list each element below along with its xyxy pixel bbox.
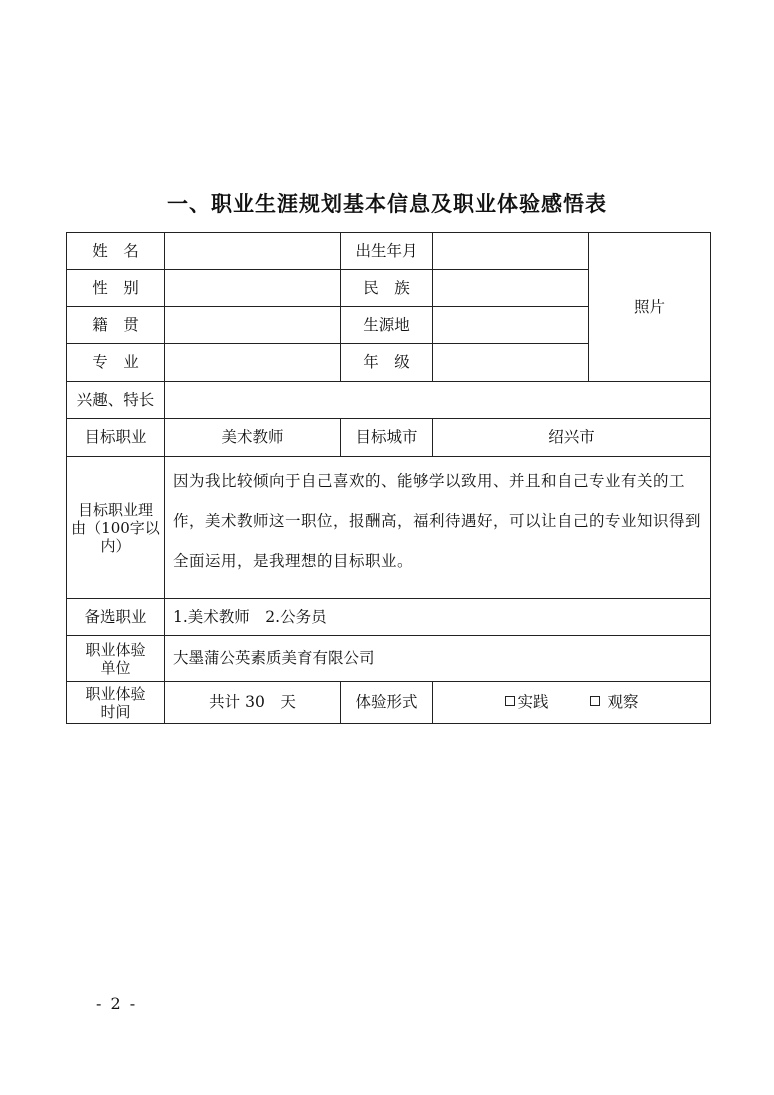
observe-label: 观察 (607, 693, 639, 712)
grade-field[interactable] (433, 344, 589, 382)
origin-label: 籍 贯 (67, 307, 165, 344)
exp-unit-field[interactable]: 大墨蒲公英素质美育有限公司 (165, 636, 711, 682)
major-field[interactable] (165, 344, 341, 382)
exp-unit-label: 职业体验单位 (67, 636, 165, 682)
target-city-field[interactable]: 绍兴市 (433, 419, 711, 457)
observe-checkbox[interactable] (590, 696, 600, 706)
major-label: 专 业 (67, 344, 165, 382)
page-number: - 2 - (96, 994, 138, 1013)
exp-form-label: 体验形式 (341, 682, 433, 724)
gender-label: 性 别 (67, 270, 165, 307)
observe-option[interactable] (590, 693, 639, 711)
photo-box: 照片 (589, 233, 711, 382)
reason-label: 目标职业理由（100字以内） (67, 457, 165, 599)
practice-label: 实践 (517, 693, 549, 712)
target-city-label: 目标城市 (341, 419, 433, 457)
alt-jobs-field[interactable]: 1.美术教师 2.公务员 (165, 599, 711, 636)
ethnicity-label: 民 族 (341, 270, 433, 307)
birth-label: 出生年月 (341, 233, 433, 270)
gender-field[interactable] (165, 270, 341, 307)
hobbies-label: 兴趣、特长 (67, 382, 165, 419)
origin-field[interactable] (165, 307, 341, 344)
ethnicity-field[interactable] (433, 270, 589, 307)
birth-field[interactable] (433, 233, 589, 270)
exp-form-options (433, 682, 711, 724)
alt-jobs-label: 备选职业 (67, 599, 165, 636)
practice-checkbox[interactable] (505, 696, 515, 706)
reason-field[interactable]: 因为我比较倾向于自己喜欢的、能够学以致用、并且和自己专业有关的工作，美术教师这一职位，报酬高，福利待遇好，可以让自己的专业知识得到全面运用，是我理想的目标职业。 (165, 457, 711, 599)
target-job-field[interactable]: 美术教师 (165, 419, 341, 457)
target-job-label: 目标职业 (67, 419, 165, 457)
exp-time-field[interactable]: 共计 30 天 (165, 682, 341, 724)
source-field[interactable] (433, 307, 589, 344)
hobbies-field[interactable] (165, 382, 711, 419)
name-field[interactable] (165, 233, 341, 270)
practice-option[interactable] (505, 693, 549, 711)
exp-time-label: 职业体验时间 (67, 682, 165, 724)
name-label: 姓 名 (67, 233, 165, 270)
source-label: 生源地 (341, 307, 433, 344)
form-title: 一、职业生涯规划基本信息及职业体验感悟表 (167, 192, 607, 216)
grade-label: 年 级 (341, 344, 433, 382)
career-info-table (66, 232, 711, 724)
